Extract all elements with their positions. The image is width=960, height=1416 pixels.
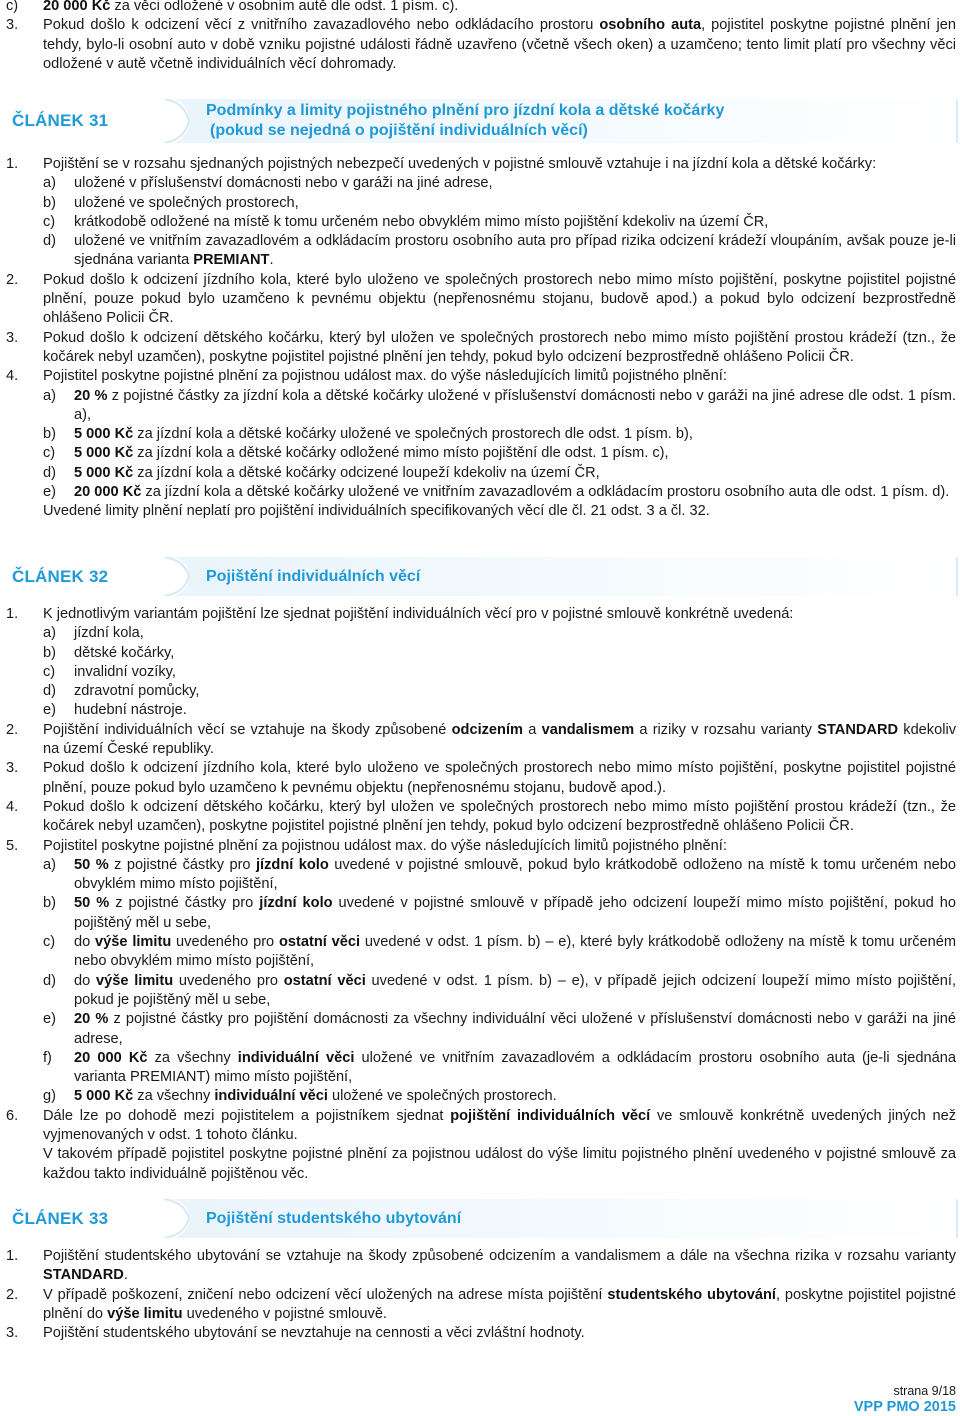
list-item: b) 5 000 Kč za jízdní kola a dětské kočárky uložené ve společných prostorech dle odst. 1 písm. b), [43, 426, 693, 443]
paragraph-number: 2. [6, 721, 19, 738]
article-33-header [0, 1199, 960, 1238]
page-number: strana 9/18 [893, 1384, 956, 1398]
paragraph-number: 3. [6, 329, 19, 346]
amount: 20 000 Kč [43, 0, 111, 14]
page-footer [854, 1384, 956, 1416]
article-31-body [6, 155, 956, 522]
article-number: ČLÁNEK 31 [12, 111, 109, 130]
list-item: e) 20 000 Kč za jízdní kola a dětské kočárky uložené ve vnitřním zavazadlovém a odkládacím prostoru osobního auta dle odst. 1 písm. d). [43, 484, 950, 501]
article-title: Pojištění studentského ubytování [206, 1210, 462, 1227]
paragraph-3: 3. Pokud došlo k odcizení dětského kočárku, který byl uložen ve společných prostorech nebo mimo místo pojištění prostou krádeží (tzn., že kočárek nebyl uzamčen), poskytne pojistitel pojistné plnění jen tehdy, pokud bylo odcizení bezprostředně ohlášeno Policii ČR. [6, 329, 956, 365]
list-item: d) 5 000 Kč za jízdní kola a dětské kočárky odcizené loupeží kdekoliv na území ČR, [43, 464, 600, 481]
list-item: d) zdravotní pomůcky, [43, 683, 200, 700]
paragraph-number: 1. [6, 606, 19, 622]
article-32-body [6, 605, 956, 1184]
article-32-header [0, 557, 960, 596]
article-title: Podmínky a limity pojistného plnění pro jízdní kola a dětské kočárky (pokud se nejedná o pojištění individuálních věcí) [206, 102, 725, 139]
paragraph-6: 6. Dále lze po dohodě mezi pojistitelem a pojistníkem sjednat pojištění individuálních věcí ve smlouvě konkrétně uvedených jiných než vyjmenovaných v odst. 1 tohoto článku. [6, 1107, 957, 1144]
paragraph-2: 2. Pokud došlo k odcizení jízdního kola, které bylo uloženo ve společných prostorech nebo mimo místo pojištění, poskytne pojistitel pojistné plnění, pouze pokud bylo uzamčeno k pevnému objektu (nepřenosnému stojanu, budově apod.) a pokud bylo odcizení bezprostředně ohlášeno Policii ČR. [6, 271, 956, 327]
note-text: Uvedené limity plnění neplatí pro pojištění individuálních specifikovaných věcí dle čl. 21 odst. 3 a čl. 32. [43, 503, 710, 520]
paragraph-number: 2. [6, 1286, 19, 1303]
document-code: VPP PMO 2015 [853, 1399, 956, 1415]
paragraph-3: 3. Pokud došlo k odcizení věcí z vnitřního zavazadlového nebo odkládacího prostoru osobního auta, pojistitel poskytne pojistné plnění jen tehdy, bylo-li osobní auto v době vzniku pojistné události řádně uzavřeno (včetně všech oken) a uzamčeno; tento limit platí pro všechny věci odložené v autě včetně individuálních věcí dohromady. [6, 17, 956, 72]
paragraph-4: 4. Pokud došlo k odcizení dětského kočárku, který byl uložen ve společných prostorech nebo mimo místo pojištění prostou krádeží (tzn., že kočárek nebyl uzamčen), poskytne pojistitel pojistné plnění jen tehdy, pokud bylo odcizení bezprostředně ohlášeno Policii ČR. [6, 798, 956, 835]
paragraph-number: 1. [6, 1248, 19, 1264]
paragraph-number: 3. [6, 17, 19, 34]
list-item: b) 50 % z pojistné částky pro jízdní kolo uvedené v pojistné smlouvě v případě jeho odcizení loupeží mimo místo pojištění, pokud ho pojištěný měl u sebe, [43, 895, 957, 931]
item-letter: c) [6, 0, 19, 14]
paragraph-number: 3. [6, 1325, 19, 1342]
paragraph-3: 3. Pojištění studentského ubytování se nevztahuje na cennosti a věci zvláštní hodnoty. [6, 1324, 956, 1343]
paragraph-1: 1. Pojištění studentského ubytování se vztahuje na škody způsobené odcizením a vandalismem a dále na všechna rizika v rozsahu varianty STANDARD. [6, 1248, 956, 1284]
list-item: a) 20 % z pojistné částky za jízdní kola a dětské kočárky uložené v příslušenství domácnosti nebo v garáži na jiné adrese dle odst. 1 písm. a), [43, 387, 956, 423]
paragraph-4: 4. Pojistitel poskytne pojistné plnění za pojistnou událost max. do výše následujících limitů pojistného plnění: [6, 367, 956, 386]
list-item: b) uložené ve společných prostorech, [43, 194, 299, 211]
list-item: c) 5 000 Kč za jízdní kola a dětské kočárky odložené mimo místo pojištění dle odst. 1 písm. c), [43, 445, 669, 462]
list-item: c) invalidní vozíky, [43, 663, 176, 680]
article-number: ČLÁNEK 32 [12, 567, 109, 586]
list-item: c) 20 000 Kč za věci odložené v osobním autě dle odst. 1 písm. c). [6, 0, 956, 16]
paragraph-number: 1. [6, 156, 19, 172]
paragraph-1: 1. Pojištění se v rozsahu sjednaných pojistných nebezpečí uvedených v pojistné smlouvě vztahuje i na jízdní kola a dětské kočárky: [6, 155, 956, 174]
note-text: V takovém případě pojistitel poskytne pojistné plnění za pojistnou událost do výše limitu pojistného plnění uvedeného v pojistné smlouvě za každou takto individuálně pojištěnou věc. [43, 1146, 956, 1182]
paragraph-1: 1. K jednotlivým variantám pojištění lze sjednat pojištění individuálních věcí pro v pojistné smlouvě konkrétně uvedená: [6, 605, 956, 624]
article-number: ČLÁNEK 33 [12, 1209, 109, 1228]
article-title: Pojištění individuálních věcí [206, 568, 421, 585]
list-item: g) 5 000 Kč za všechny individuální věci uložené ve společných prostorech. [43, 1088, 557, 1105]
paragraph-2: 2. V případě poškození, zničení nebo odcizení věcí uložených na adrese místa pojištění studentského ubytování, poskytne pojistitel pojistné plnění do výše limitu uvedeného v pojistné smlouvě. [6, 1286, 956, 1322]
list-item: a) 50 % z pojistné částky pro jízdní kolo uvedené v pojistné smlouvě, pokud bylo krátkodobě odloženo na místě k tomu určeném nebo obvyklém mimo místo pojištění, [43, 856, 956, 893]
list-item: d) do výše limitu uvedeného pro ostatní věci uvedené v odst. 1 písm. b) – e), v případě jejich odcizení loupeží mimo místo pojištění, pokud je pojištěný měl u sebe, [43, 972, 957, 1008]
paragraph-number: 4. [6, 798, 19, 815]
paragraph-number: 3. [6, 760, 19, 777]
list-item: f) 20 000 Kč za všechny individuální věci uložené ve vnitřním zavazadlovém a odkládacím prostoru osobního auta (je-li sjednána varianta PREMIANT) mimo místo pojištění, [43, 1049, 956, 1086]
paragraph-number: 6. [6, 1107, 19, 1124]
list-item: a) jízdní kola, [43, 625, 144, 642]
list-item: c) do výše limitu uvedeného pro ostatní věci uvedené v odst. 1 písm. b) – e), které byly krátkodobě odloženy na místě k tomu určeném nebo obvyklém mimo místo pojištění, [43, 934, 956, 970]
list-item: b) dětské kočárky, [43, 644, 175, 661]
section-carryover [6, 0, 956, 74]
list-item: d) uložené ve vnitřním zavazadlovém a odkládacím prostoru osobního auta pro případ rizika odcizení krádeží vloupáním, avšak pouze je-li sjednána varianta PREMIANT. [43, 233, 956, 269]
list-item: a) uložené v příslušenství domácnosti nebo v garáži na jiné adrese, [43, 175, 493, 192]
article-33-body [6, 1247, 956, 1343]
paragraph-5: 5. Pojistitel poskytne pojistné plnění za pojistnou událost max. do výše následujících limitů pojistného plnění: [6, 837, 956, 856]
paragraph-3: 3. Pokud došlo k odcizení jízdního kola, které bylo uloženo ve společných prostorech nebo mimo místo pojištění, poskytne pojistitel pojistné plnění, pouze pokud bylo uzamčeno k pevnému objektu (nepřenosnému stojanu, budově apod.). [6, 760, 956, 796]
list-item: e) hudební nástroje. [43, 702, 187, 719]
list-item: c) krátkodobě odložené na místě k tomu určeném nebo obvyklém mimo místo pojištění kdekoliv na území ČR, [43, 213, 769, 230]
list-item: e) 20 % z pojistné částky pro pojištění domácnosti za všechny individuální věci uložené v příslušenství domácnosti nebo v garáži na jiné adrese, [43, 1011, 957, 1047]
article-31-header [0, 99, 960, 143]
paragraph-2: 2. Pojištění individuálních věcí se vztahuje na škody způsobené odcizením a vandalismem a riziky v rozsahu varianty STANDARD kdekoliv na území České republiky. [6, 721, 956, 758]
paragraph-number: 5. [6, 837, 19, 854]
paragraph-number: 2. [6, 271, 19, 288]
paragraph-number: 4. [6, 368, 19, 385]
